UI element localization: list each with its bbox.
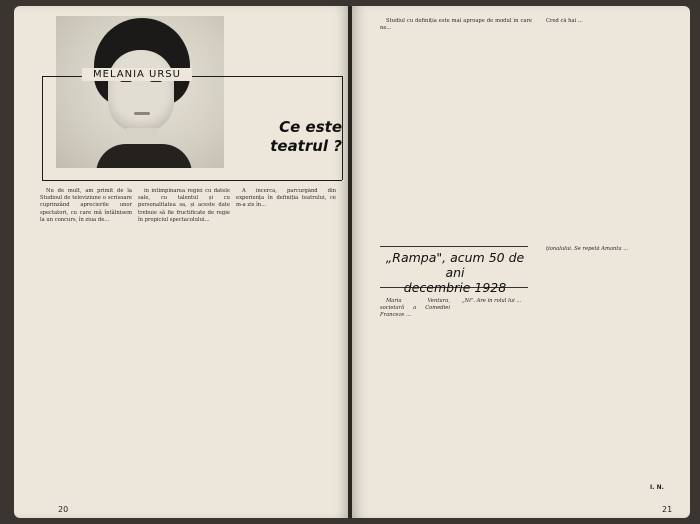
page-number-left: 20 [58,505,69,514]
right-col5-text: ționalului. Se repetă Amanta ... [546,246,629,252]
page-number-right: 21 [662,505,673,514]
left-col2-text: în intimpinarea regiei cu datele sale, cu talentul și cu personalitatea sa, și aceste date trebuie să fie fructificate de regie în propiciul spectacolului... [138,188,230,223]
right-col1-text: Studiul cu definiția este mai aproape de modul în care ne... [380,18,532,32]
right-col4-text: „Ni". Are în rolul lui ... [462,298,522,304]
title-line-2: teatrul ? [270,137,342,155]
right-column-4 [456,298,528,508]
article-title [222,118,342,156]
right-column-3 [380,298,450,508]
right-col3-text: Maria Ventura, societară a Comediei Franceze ... [380,298,450,319]
left-page [14,6,350,518]
frame-line-right [342,76,343,180]
rampa-title-line-1: „Rampa", acum 50 de ani [385,250,525,280]
left-col3-text: A încerca, parcurgând din experiența în definiția teatrului, ce m-a zis în... [236,188,336,209]
frame-line-top [42,76,82,77]
left-col1-text: Nu de mult, am primit de la Studioul de televiziune o scrisoare cuprinzând aprecierile unor spectatori, cu care mă întâlnisem la un concurs, în ziua de... [40,188,132,223]
right-column-2 [540,18,686,242]
rampa-title-line-2: decembrie 1928 [403,280,507,295]
right-col2-text: Cred că hai ... [546,18,583,24]
left-column-2 [138,188,230,506]
right-page [352,6,690,518]
article-signature: I. N. [650,484,664,491]
title-line-1: Ce este [279,118,342,136]
right-column-5 [540,246,686,482]
author-portrait-photo [56,16,224,168]
frame-line-bottom [42,180,342,181]
left-column-1 [40,188,132,506]
left-column-3 [236,188,336,506]
frame-line-left [42,76,43,180]
frame-line-right-top [192,76,342,77]
right-column-1 [380,18,532,238]
magazine-spread [14,6,690,518]
author-name: MELANIA URSU [82,68,192,81]
rampa-title [380,250,530,295]
